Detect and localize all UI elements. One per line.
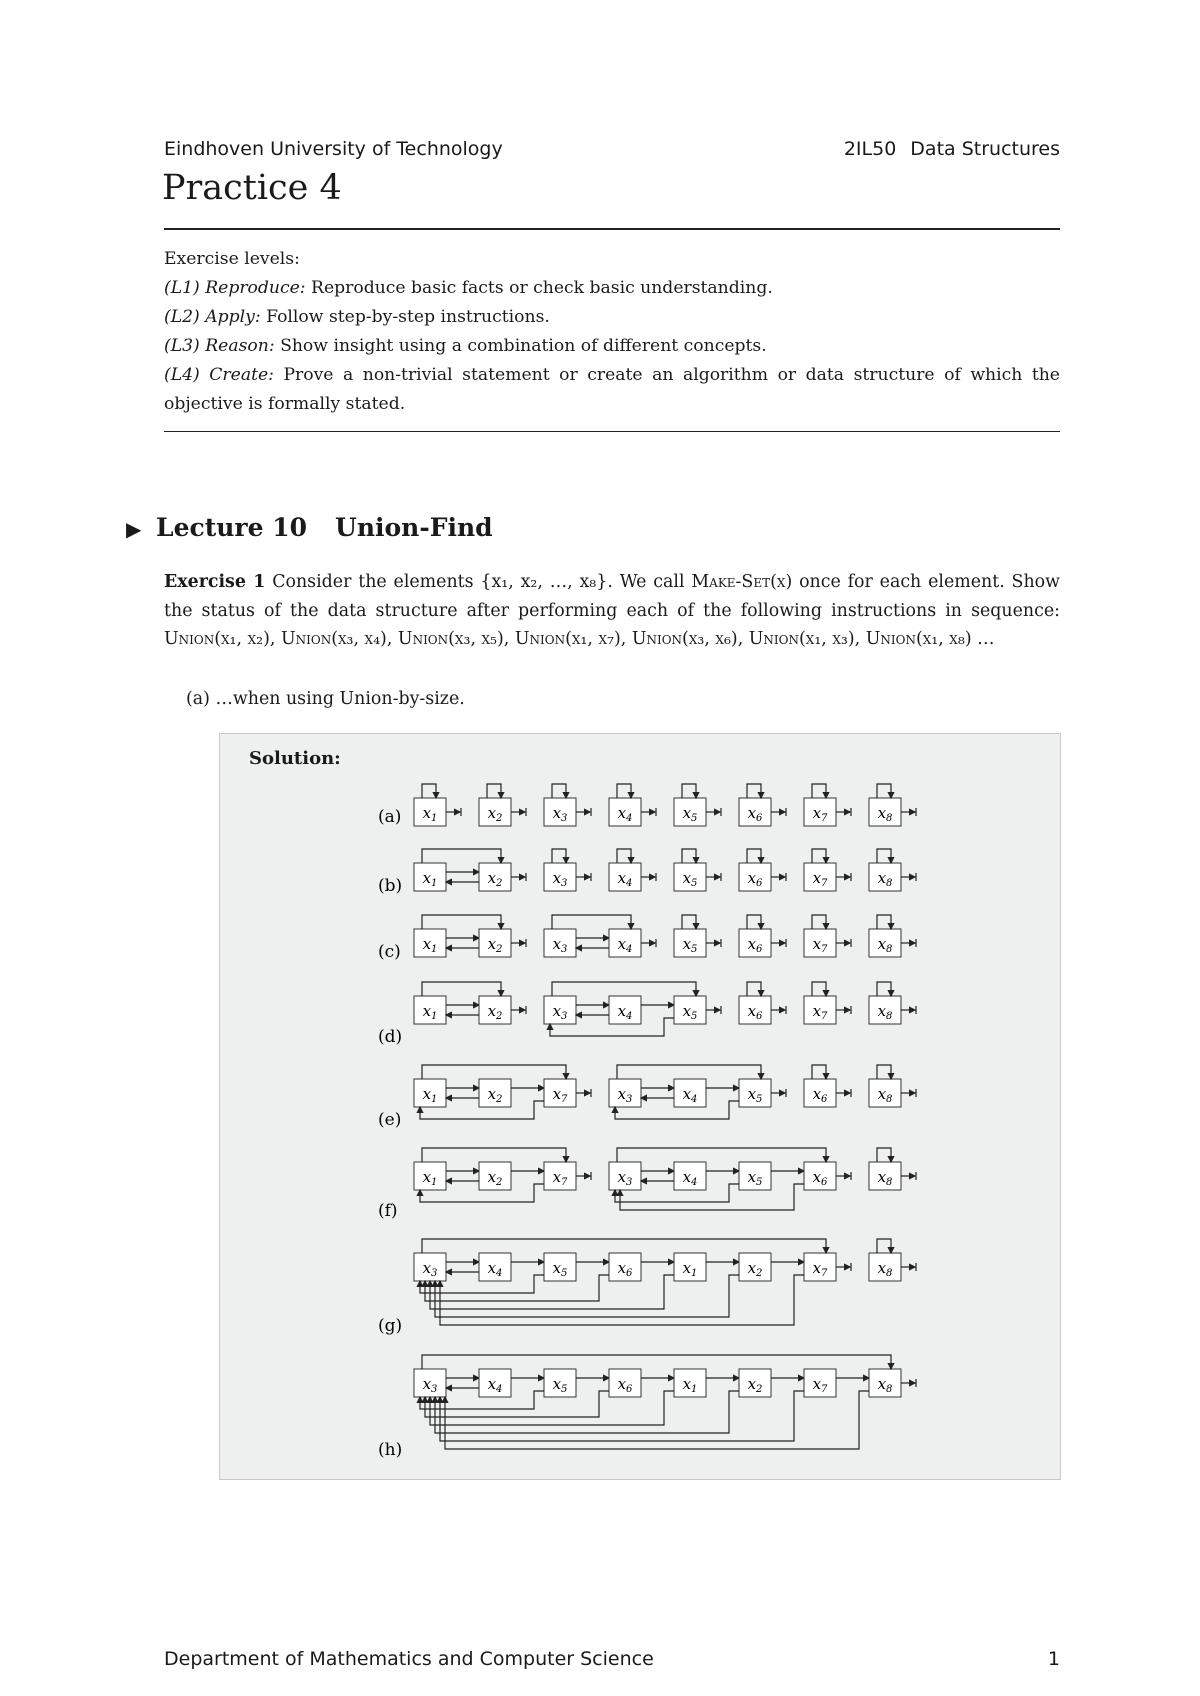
element-label: $x_8$ [877,935,893,955]
union-op: Union(x₃, x₆) [631,629,738,649]
element-label: $x_6$ [812,1085,828,1105]
lecture-title: Union-Find [335,513,493,542]
element-label: $x_2$ [487,1168,503,1188]
levels-heading: Exercise levels: [164,249,300,269]
course-code: 2IL50 [843,138,897,160]
element-label: $x_1$ [682,1259,698,1279]
exercise-part-a: (a) …when using Union-by-size. [186,689,465,709]
row-label: (d) [378,1027,403,1047]
lecture-number: Lecture 10 [156,513,308,542]
element-label: $x_5$ [552,1375,568,1395]
element-label: $x_6$ [747,869,763,889]
element-label: $x_1$ [422,869,438,889]
element-label: $x_4$ [487,1259,503,1279]
course-name: Data Structures [910,138,1060,160]
element-label: $x_7$ [812,1375,828,1395]
element-label: $x_3$ [422,1375,438,1395]
element-label: $x_7$ [552,1168,568,1188]
element-label: $x_1$ [422,1002,438,1022]
element-label: $x_4$ [487,1375,503,1395]
element-label: $x_4$ [617,804,633,824]
element-label: $x_2$ [487,869,503,889]
element-label: $x_7$ [812,935,828,955]
element-label: $x_6$ [747,1002,763,1022]
element-label: $x_3$ [552,804,568,824]
level-item: (L3) Reason: Show insight using a combination of different concepts. [164,336,767,356]
element-label: $x_6$ [812,1168,828,1188]
element-label: $x_1$ [422,1168,438,1188]
element-label: $x_8$ [877,869,893,889]
element-label: $x_1$ [682,1375,698,1395]
row-label: (c) [378,942,401,962]
element-label: $x_3$ [617,1085,633,1105]
element-label: $x_3$ [552,869,568,889]
element-label: $x_7$ [812,1002,828,1022]
element-label: $x_3$ [552,935,568,955]
element-label: $x_8$ [877,1002,893,1022]
element-label: $x_8$ [877,804,893,824]
element-label: $x_6$ [617,1375,633,1395]
element-label: $x_2$ [747,1375,763,1395]
element-label: $x_5$ [747,1168,763,1188]
level-item: (L4) Create: Prove a non-trivial statement or create an algorithm or data structure of which the objective is formally stated. [164,365,1060,414]
element-label: $x_6$ [747,804,763,824]
makeset-op: Make-Set(x) [691,572,793,592]
element-label: $x_7$ [812,804,828,824]
element-label: $x_5$ [682,1002,698,1022]
union-op: Union(x₁, x₂) [164,629,270,649]
element-label: $x_4$ [617,869,633,889]
page-title: Practice 4 [162,168,342,208]
element-label: $x_4$ [617,1002,633,1022]
header-university: Eindhoven University of Technology [164,138,503,160]
exercise-text: Exercise 1 Consider the elements {x₁, x₂, …, x₈}. We call Make-Set(x) once for each element. Show the status of the data structure after performing each of the following instructions in sequence: Union(x₁, x₂), Union(x₃, x₄), Union(x₃, x₅), Union(x₁, x₇), Union(x₃, x₆), Union(x₁, x₃), Union(x₁, x₈) … [164,572,1061,649]
element-label: $x_2$ [487,935,503,955]
element-label: $x_5$ [682,935,698,955]
triangle-icon: ▶ [126,517,142,541]
element-label: $x_5$ [682,869,698,889]
element-label: $x_2$ [487,1002,503,1022]
level-item: (L1) Reproduce: Reproduce basic facts or check basic understanding. [164,278,773,298]
element-label: $x_1$ [422,935,438,955]
element-label: $x_8$ [877,1259,893,1279]
row-label: (g) [378,1316,403,1336]
footer-page-number: 1 [1047,1648,1060,1670]
element-label: $x_5$ [552,1259,568,1279]
exercise-label: Exercise 1 [164,572,266,592]
union-op: Union(x₁, x₇) [514,629,621,649]
element-label: $x_5$ [682,804,698,824]
element-label: $x_8$ [877,1085,893,1105]
row-label: (h) [378,1440,403,1460]
union-op: Union(x₃, x₅) [397,629,504,649]
element-label: $x_3$ [552,1002,568,1022]
element-label: $x_1$ [422,804,438,824]
element-label: $x_7$ [552,1085,568,1105]
union-op: Union(x₃, x₄) [280,629,387,649]
element-label: $x_2$ [747,1259,763,1279]
element-label: $x_4$ [617,935,633,955]
level-item: (L2) Apply: Follow step-by-step instructions. [164,307,550,327]
row-label: (b) [378,876,403,896]
element-label: $x_4$ [682,1085,698,1105]
element-label: $x_6$ [747,935,763,955]
element-label: $x_7$ [812,869,828,889]
element-label: $x_2$ [487,1085,503,1105]
element-label: $x_1$ [422,1085,438,1105]
exercise-intro: Consider the elements {x₁, x₂, …, x₈}. We call [272,572,685,592]
row-label: (a) [378,807,402,827]
element-label: $x_2$ [487,804,503,824]
row-label: (e) [378,1110,402,1130]
exercise-tail: … [977,629,995,649]
element-label: $x_3$ [422,1259,438,1279]
element-label: $x_5$ [747,1085,763,1105]
element-label: $x_8$ [877,1375,893,1395]
element-label: $x_3$ [617,1168,633,1188]
footer-department: Department of Mathematics and Computer Science [164,1648,654,1670]
element-label: $x_7$ [812,1259,828,1279]
exercise-intro2: once for each element. Show the status of the data structure after performing each of the following instructions in sequence: [164,572,1061,621]
element-label: $x_4$ [682,1168,698,1188]
solution-label: Solution: [249,748,341,769]
union-op: Union(x₁, x₃) [748,629,855,649]
row-label: (f) [378,1201,398,1221]
union-op: Union(x₁, x₈) [865,629,972,649]
element-label: $x_8$ [877,1168,893,1188]
element-label: $x_6$ [617,1259,633,1279]
